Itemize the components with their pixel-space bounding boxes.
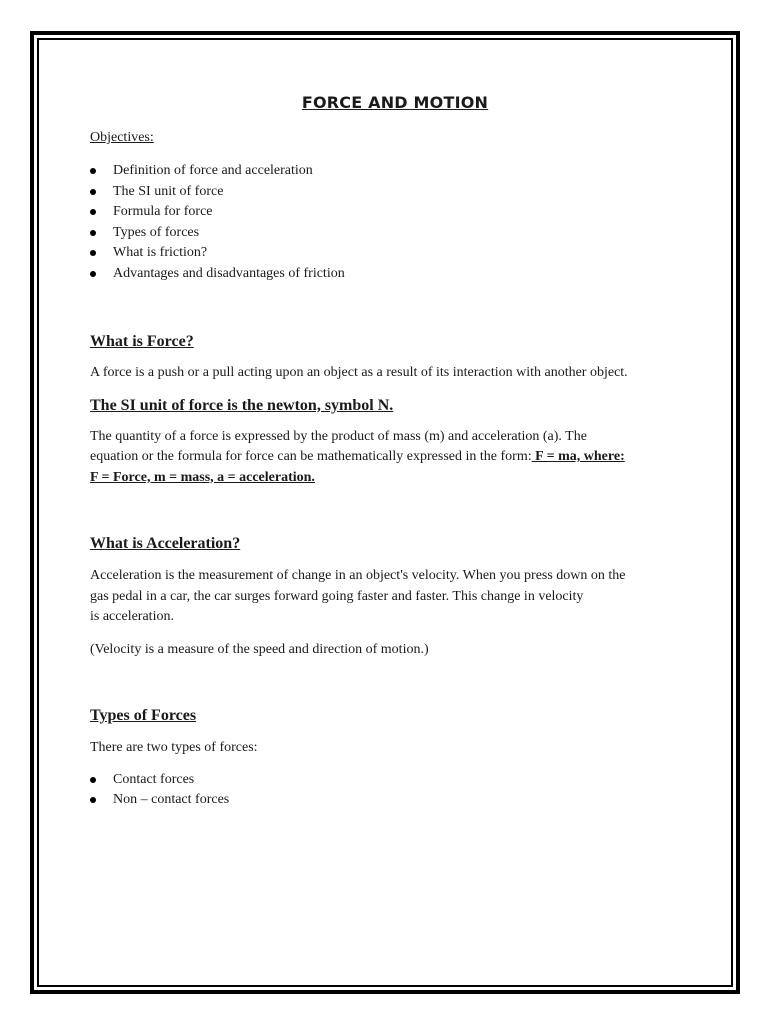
list-item-text: Types of forces	[113, 224, 200, 240]
bullet-icon	[90, 271, 96, 277]
acceleration-definition	[90, 566, 680, 628]
bullet-icon	[90, 797, 96, 803]
acceleration-line-3: is acceleration.	[90, 609, 174, 624]
list-item	[90, 243, 680, 264]
list-item	[90, 202, 680, 223]
types-heading: Types of Forces	[90, 707, 197, 724]
objectives-list	[90, 161, 680, 284]
velocity-note: (Velocity is a measure of the speed and direction of motion.)	[90, 641, 429, 657]
acceleration-heading: What is Acceleration?	[90, 535, 241, 552]
bullet-icon	[90, 168, 96, 174]
list-item-text: Non – contact forces	[113, 792, 230, 807]
si-unit-heading: The SI unit of force is the newton, symbol N.	[90, 396, 394, 414]
objectives-label: Objectives:	[90, 130, 154, 145]
list-item	[90, 223, 680, 244]
formula-variables: F = Force, m = mass, a = acceleration.	[90, 469, 315, 485]
force-formula-paragraph	[90, 427, 680, 489]
bullet-icon	[90, 250, 96, 256]
document-content	[90, 92, 680, 811]
document-title: FORCE AND MOTION	[301, 93, 489, 112]
acceleration-line-1: Acceleration is the measurement of change in an object's velocity. When you press down on the	[90, 568, 626, 583]
list-item-text: Advantages and disadvantages of friction	[113, 265, 345, 281]
list-item-text: Definition of force and acceleration	[113, 163, 313, 178]
list-item	[90, 182, 680, 203]
list-item	[90, 770, 680, 791]
list-item	[90, 264, 680, 285]
list-item-text: What is friction?	[113, 245, 208, 260]
types-list	[90, 770, 680, 811]
bullet-icon	[90, 189, 96, 195]
list-item-text: The SI unit of force	[113, 183, 224, 199]
list-item	[90, 790, 680, 811]
bullet-icon	[90, 209, 96, 215]
force-heading: What is Force?	[90, 333, 194, 350]
formula-text-line-2: equation or the formula for force can be mathematically expressed in the form:	[90, 449, 532, 464]
list-item-text: Contact forces	[113, 771, 195, 787]
acceleration-line-2: gas pedal in a car, the car surges forward going faster and faster. This change in velocity	[90, 588, 584, 604]
formula-expression: F = ma, where:	[531, 449, 625, 464]
types-intro: There are two types of forces:	[90, 740, 258, 755]
formula-text-line-1: The quantity of a force is expressed by the product of mass (m) and acceleration (a). The	[90, 428, 587, 444]
list-item-text: Formula for force	[113, 204, 213, 219]
force-definition: A force is a push or a pull acting upon an object as a result of its interaction with another object.	[90, 365, 628, 380]
list-item	[90, 161, 680, 182]
bullet-icon	[90, 230, 96, 236]
bullet-icon	[90, 777, 96, 783]
